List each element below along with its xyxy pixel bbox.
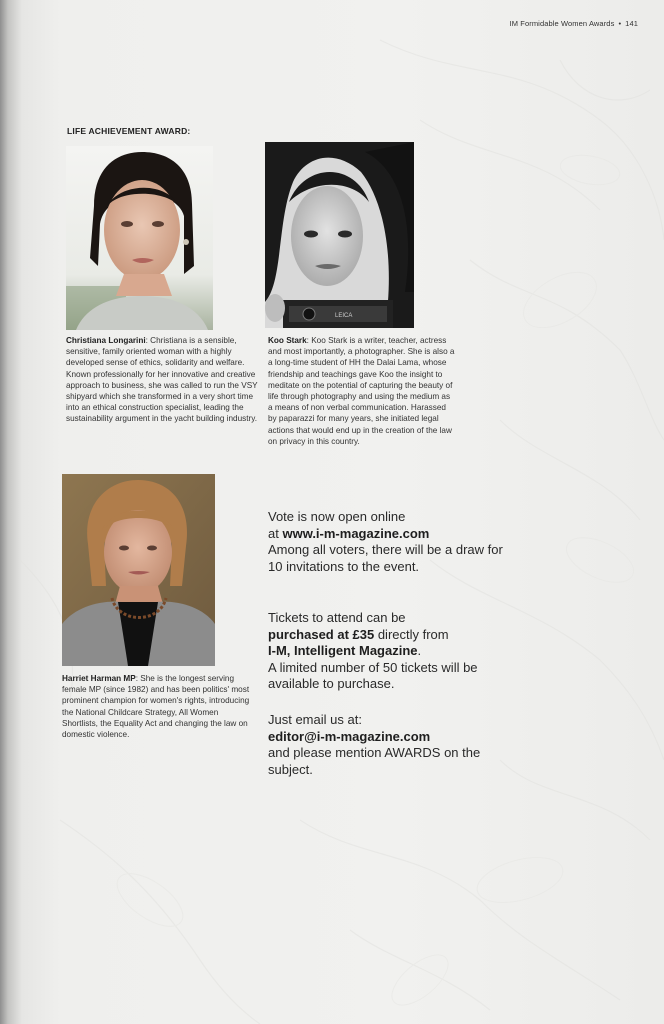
contact-line-3: and please mention AWARDS on the subject. — [268, 745, 481, 777]
photo-koo-stark — [265, 142, 414, 328]
tickets-info — [268, 610, 508, 693]
bio-christiana-longarini — [66, 335, 258, 425]
vote-url-link[interactable]: www.i-m-magazine.com — [282, 525, 430, 541]
camera-brand-text: LEICA — [335, 313, 353, 319]
nominee-bio: : Koo Stark is a writer, teacher, actress and most importantly, a photographer. She is also a a long-time student of HH the Dalai Lama, whose friendship and teachings gave Koo the insight to meditate on the potential of capturing the beauty of life through photography and using the medium as a means of non verbal communication. Harassed by paparazzi for many years, she initiated legal actions that would end up in the creation of the law on privacy in this country. — [268, 336, 455, 446]
tickets-price: purchased at £35 — [268, 626, 375, 642]
contact-email[interactable]: editor@i-m-magazine.com — [268, 728, 431, 744]
photo-harriet-harman — [62, 474, 215, 666]
nominee-name: Koo Stark — [268, 336, 307, 345]
nominee-name: Harriet Harman MP — [62, 674, 136, 683]
tickets-line-3 — [268, 643, 508, 660]
contact-line-1: Just email us at: — [268, 712, 362, 727]
tickets-line-1: Tickets to attend can be — [268, 610, 406, 625]
vote-line-1: Vote is now open online — [268, 509, 406, 524]
page-number: 141 — [625, 19, 638, 28]
section-title: LIFE ACHIEVEMENT AWARD: — [67, 126, 191, 136]
tickets-line-4: A limited number of 50 tickets will be available to purchase. — [268, 659, 478, 691]
header-separator: • — [618, 19, 622, 28]
tickets-line-2 — [268, 627, 508, 644]
contact-info — [268, 712, 508, 778]
bio-koo-stark — [268, 335, 456, 447]
nominee-bio: : She is the longest serving female MP (since 1982) and has been politics' most prominent champion for women's rights, introducing the National Childcare Strategy, All Women Shortlists, the Equality Act and changing the law on domestic violence. — [62, 674, 250, 740]
vote-info — [268, 509, 508, 575]
photo-christiana-longarini — [66, 146, 213, 330]
tickets-directly: directly from — [374, 626, 449, 642]
vote-line-3: Among all voters, there will be a draw for 10 invitations to the event. — [268, 542, 503, 574]
tickets-period: . — [417, 643, 422, 658]
nominee-bio: : Christiana is a sensible, sensitive, family oriented woman with a highly developed sense of ethics, solidarity and welfare. Known professionally for her innovative and creative approach to business, she was called to run the VSY shipyard which she transformed in a very short time into an ethical construction specialist, leading the sustainability argument in the yacht building industry. — [66, 336, 258, 424]
header-title: IM Formidable Women Awards — [509, 19, 615, 28]
nominee-name: Christiana Longarini — [66, 336, 146, 345]
contact-email-link[interactable] — [268, 729, 508, 746]
tickets-publisher: I-M, Intelligent Magazine — [268, 643, 418, 658]
vote-line-2 — [268, 526, 508, 543]
bio-harriet-harman — [62, 673, 256, 740]
running-header — [510, 19, 638, 28]
vote-at: at — [268, 525, 283, 541]
